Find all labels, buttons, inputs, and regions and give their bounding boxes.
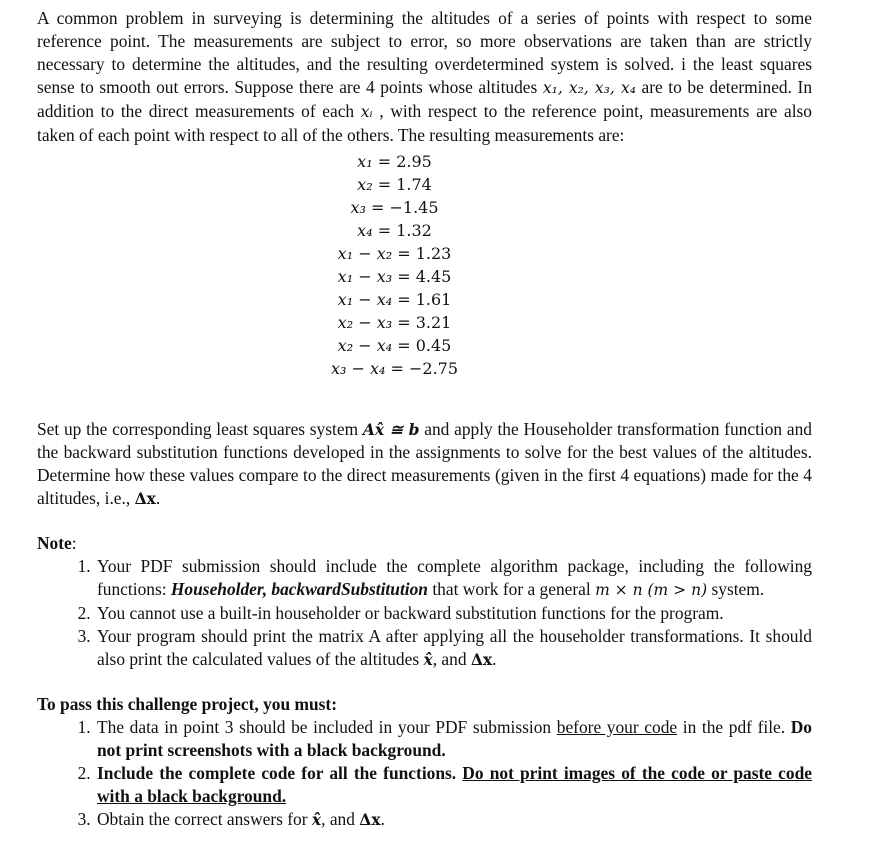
equation-lhs: x₂ bbox=[357, 175, 373, 194]
pass-item-1 bbox=[95, 716, 812, 762]
equation-rhs: 0.45 bbox=[415, 336, 452, 355]
text: , with respect to the reference point, measurements are also taken of each point with respect to all of the others. The resulting measurements are: bbox=[37, 101, 812, 145]
function-names: Householder, backwardSubstitution bbox=[170, 579, 428, 599]
math-xhat: x̂ bbox=[311, 810, 322, 829]
equation-lhs: x₃ − x₄ bbox=[330, 359, 386, 378]
equation-lhs: x₃ bbox=[350, 198, 366, 217]
equation-rhs: 1.61 bbox=[415, 290, 452, 309]
text: Obtain the correct answers for bbox=[97, 809, 312, 829]
equation-rhs: 4.45 bbox=[415, 267, 452, 286]
equation-rhs: 2.95 bbox=[396, 152, 432, 171]
note-section bbox=[37, 532, 812, 671]
math-delta-x: Δx bbox=[470, 650, 493, 669]
text: that work for a general bbox=[427, 579, 596, 599]
equation-rhs: 1.32 bbox=[396, 221, 432, 240]
math-xi: xᵢ bbox=[360, 103, 373, 121]
pass-item-2 bbox=[95, 762, 812, 808]
equation: x₃ = −1.45 bbox=[350, 198, 439, 217]
text: and apply the Householder transformation function and the backward substitution functions developed in the assignments to solve for the best values of the altitudes. Determine how these values compare to the direct measurements (given in the first 4 equations) made for the 4 altitudes, i.e., bbox=[37, 419, 812, 508]
text: Your PDF submission should include the complete algorithm package, including the following functions: bbox=[97, 556, 812, 599]
equation-lhs: x₁ − x₃ bbox=[337, 267, 393, 286]
underlined-text: before your code bbox=[556, 717, 678, 737]
equation: x₁ − x₂ = 1.23 bbox=[337, 244, 452, 263]
text: . bbox=[380, 809, 385, 829]
text: , and bbox=[432, 649, 471, 669]
math-variables: x₁, x₂, x₃, x₄ bbox=[542, 79, 636, 97]
note-item-2: 2. You cannot use a built-in householder or backward substitution functions for the program. bbox=[95, 602, 812, 625]
text: A common problem in surveying is determining the altitudes of a series of points with respect to some reference point. The measurements are subject to error, so more observations are taken than are strictly necessary to determine the altitudes, and the resulting overdetermined system is solved. i the least squares sense to smooth out errors. Suppose there are 4 points whose altitudes bbox=[37, 8, 812, 97]
text: . bbox=[155, 488, 161, 508]
text: Set up the corresponding least squares system bbox=[37, 419, 363, 439]
equation: x₁ − x₃ = 4.45 bbox=[337, 267, 452, 286]
bold-underlined-text: Do not print images of the code or paste code with a black background. bbox=[97, 763, 812, 806]
equation-list bbox=[37, 150, 812, 380]
equation: x₄ = 1.32 bbox=[357, 221, 432, 240]
math-xhat: x̂ bbox=[423, 650, 433, 669]
text: in the pdf file. bbox=[677, 717, 791, 737]
equation-rhs: −2.75 bbox=[409, 359, 459, 378]
note-item-1 bbox=[95, 555, 812, 602]
text: : bbox=[71, 533, 77, 553]
intro-paragraph bbox=[37, 7, 812, 147]
equation: x₁ = 2.95 bbox=[357, 152, 432, 171]
text: The data in point 3 should be included in your PDF submission bbox=[97, 717, 557, 737]
math-dimensions: m × n (m > n) bbox=[595, 581, 708, 599]
equation-lhs: x₂ − x₃ bbox=[337, 313, 393, 332]
setup-paragraph bbox=[37, 418, 812, 510]
math-delta-x: Δx bbox=[134, 489, 156, 508]
bold-text: Do not print screenshots with a black background. bbox=[97, 717, 812, 760]
text: Your program should print the matrix A after applying all the householder transformations. It should also print the calculated values of the altitudes bbox=[97, 626, 812, 669]
equation-rhs: −1.45 bbox=[389, 198, 439, 217]
equation-lhs: x₁ − x₄ bbox=[337, 290, 393, 309]
text: , and bbox=[321, 809, 360, 829]
equation: x₂ = 1.74 bbox=[357, 175, 432, 194]
math-delta-x: Δx bbox=[359, 810, 381, 829]
text: . bbox=[492, 649, 497, 669]
equation: x₂ − x₄ = 0.45 bbox=[337, 336, 452, 355]
math-system: Ax̂ ≅ b bbox=[362, 420, 420, 439]
equation: x₁ − x₄ = 1.61 bbox=[337, 290, 452, 309]
pass-item-3 bbox=[95, 808, 812, 831]
equation-rhs: 1.74 bbox=[396, 175, 432, 194]
bold-text: Include the complete code for all the functions. bbox=[97, 763, 463, 783]
equation-rhs: 3.21 bbox=[415, 313, 452, 332]
pass-heading: To pass this challenge project, you must: bbox=[37, 694, 338, 714]
equation-lhs: x₂ − x₄ bbox=[337, 336, 393, 355]
text: system. bbox=[707, 579, 765, 599]
pass-section bbox=[37, 693, 812, 831]
equation: x₃ − x₄ = −2.75 bbox=[330, 359, 459, 378]
text: are to be determined. In addition to the direct measurements of each bbox=[37, 77, 813, 121]
equation-rhs: 1.23 bbox=[415, 244, 452, 263]
equation-lhs: x₄ bbox=[357, 221, 373, 240]
document bbox=[37, 7, 812, 831]
equation-lhs: x₁ − x₂ bbox=[337, 244, 393, 263]
note-heading: Note bbox=[37, 533, 72, 553]
note-item-3 bbox=[95, 625, 812, 671]
equation: x₂ − x₃ = 3.21 bbox=[337, 313, 452, 332]
equation-lhs: x₁ bbox=[357, 152, 373, 171]
